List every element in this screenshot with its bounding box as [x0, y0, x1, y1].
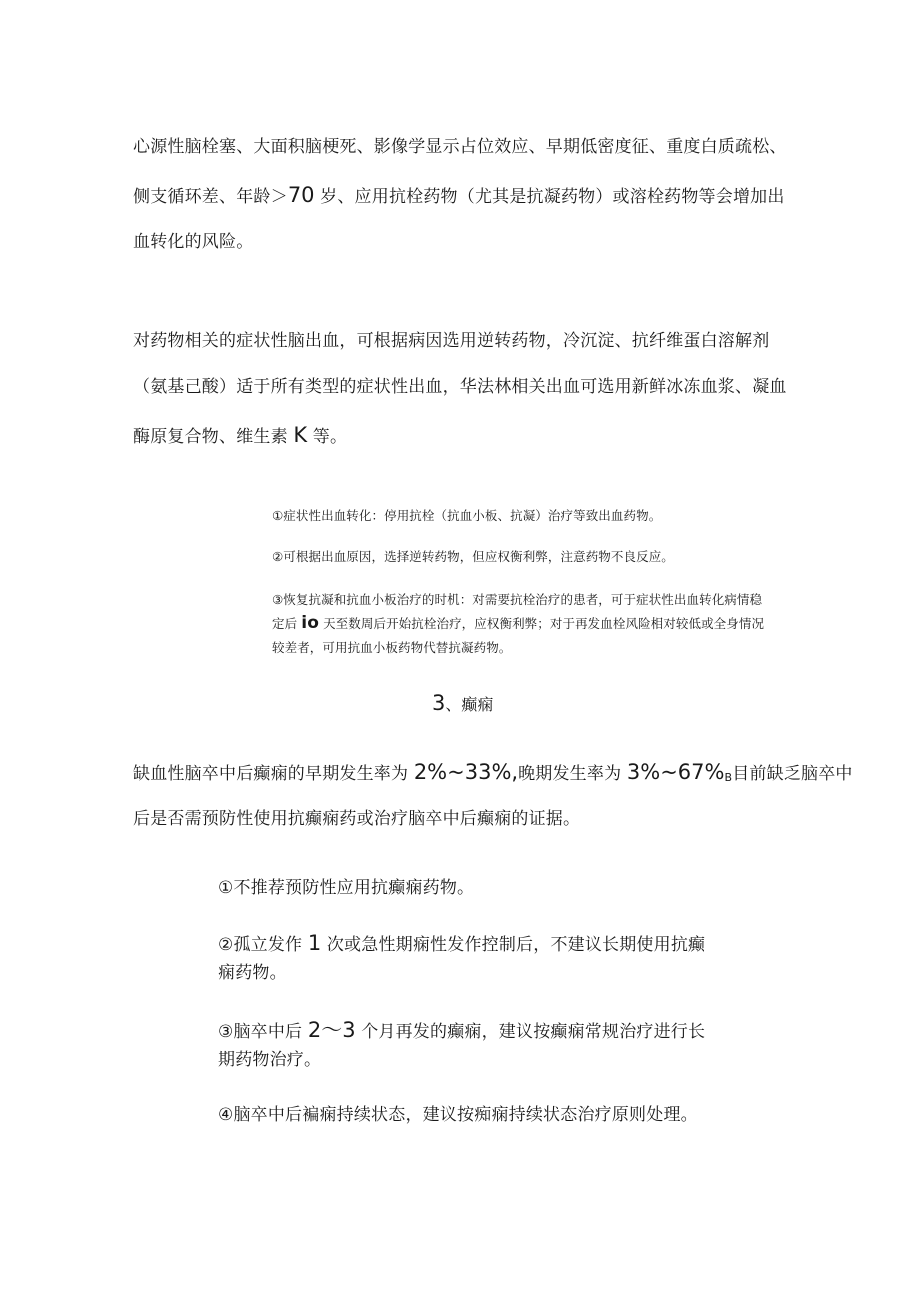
- text: 岁、应用抗栓药物（尤其是抗凝药物）或溶栓药物等会增加出: [314, 187, 785, 207]
- text: 个月再发的癫痫，建议按癫痫常规治疗进行长: [355, 1022, 706, 1042]
- text: ③恢复抗凝和抗血小板治疗的时机：对需要抗栓治疗的患者，可于症状性出血转化病情稳: [272, 592, 763, 607]
- text: （氨基己酸）适于所有类型的症状性出血，华法林相关出血可选用新鲜冰冻血浆、凝血: [133, 377, 787, 397]
- text: 心源性脑栓塞、大面积脑梗死、影像学显示占位效应、早期低密度征、重度白质疏松、: [133, 137, 787, 157]
- late-rate: 3%~67%: [626, 760, 725, 784]
- paragraph-2-line-2: [133, 379, 787, 396]
- text: 定后: [272, 616, 302, 631]
- text: ②可根据出血原因，选择逆转药物，但应权衡利弊，注意药物不良反应。: [272, 549, 674, 564]
- list-item-2-line-2: [218, 965, 287, 982]
- subscript-mark: B: [724, 771, 733, 784]
- section-heading: [432, 693, 493, 714]
- count-number: 1: [307, 931, 322, 955]
- paragraph-1-line-2: [133, 185, 785, 206]
- note-item-3-line-3: [272, 642, 511, 655]
- text: 目前缺乏脑卒中: [732, 764, 853, 784]
- text: ④脑卒中后褊痫持续状态，建议按痴痫持续状态治疗原则处理。: [218, 1105, 698, 1125]
- text: 痫药物。: [218, 963, 287, 983]
- days-number: io: [301, 613, 319, 633]
- section-number: 3: [432, 691, 446, 715]
- text: 天至数周后开始抗栓治疗，应权衡利弊；对于再发血栓风险相对较低或全身情况: [319, 616, 765, 631]
- text: 次或急性期痫性发作控制后，不建议长期使用抗癫: [321, 935, 706, 955]
- list-item-3-line-2: [218, 1052, 321, 1069]
- text: ③脑卒中后: [218, 1022, 308, 1042]
- text: 侧支循环差、年龄＞: [133, 187, 288, 207]
- list-item-2-line-1: [218, 933, 705, 954]
- paragraph-3-line-1: [133, 762, 853, 783]
- note-item-3-line-1: [272, 594, 762, 607]
- paragraph-2-line-1: [133, 333, 769, 350]
- text: 后是否需预防性使用抗癫痫药或治疗脑卒中后癫痫的证据。: [133, 809, 581, 829]
- text: 等。: [307, 427, 348, 447]
- text: 血转化的风险。: [133, 232, 254, 252]
- age-number: 70: [287, 183, 315, 207]
- text: 对药物相关的症状性脑出血，可根据病因选用逆转药物，冷沉淀、抗纤维蛋白溶解剂: [133, 331, 770, 351]
- paragraph-1-line-1: [133, 139, 787, 156]
- text: 酶原复合物、维生素: [133, 427, 294, 447]
- list-item-3-line-1: [218, 1020, 705, 1041]
- note-item-1: [272, 510, 661, 523]
- vitamin-k-letter: K: [293, 423, 308, 447]
- text: ①症状性出血转化：停用抗栓（抗血小板、抗凝）治疗等致出血药物。: [272, 508, 662, 523]
- note-item-2: [272, 551, 674, 564]
- text: ②孤立发作: [218, 935, 308, 955]
- section-title: 、癫痫: [445, 695, 494, 714]
- text: 缺血性脑卒中后癫痫的早期发生率为: [133, 764, 414, 784]
- text: 期药物治疗。: [218, 1050, 322, 1070]
- paragraph-1-line-3: [133, 234, 253, 251]
- text: 较差者，可用抗血小板药物代替抗凝药物。: [272, 640, 512, 655]
- paragraph-2-line-3: [133, 425, 347, 446]
- list-item-4: [218, 1107, 698, 1124]
- early-rate: 2%~33%,: [413, 760, 519, 784]
- note-item-3-line-2: [272, 615, 764, 632]
- text: ①不推荐预防性应用抗癫痫药物。: [218, 878, 475, 898]
- paragraph-3-line-2: [133, 811, 580, 828]
- text: 晚期发生率为: [518, 764, 627, 784]
- list-item-1: [218, 880, 474, 897]
- months-range: 2～3: [307, 1018, 356, 1042]
